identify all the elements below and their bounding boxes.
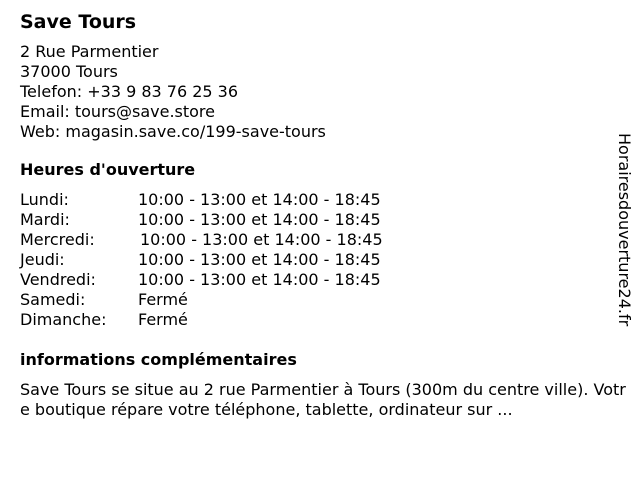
time-range: Fermé: [138, 290, 188, 309]
day-label: Vendredi:: [20, 270, 96, 289]
opening-hours-title: Heures d'ouverture: [20, 160, 196, 179]
day-label: Mercredi:: [20, 230, 95, 249]
store-details: [20, 10, 626, 420]
additional-info-text: Save Tours se situe au 2 rue Parmentier à Tours (300m du centre ville). Votre boutique répare votre téléphone, tablette, ordinateur sur ...: [20, 380, 626, 419]
additional-info-title: informations complémentaires: [20, 350, 297, 369]
phone-number: Telefon: +33 9 83 76 25 36: [20, 82, 239, 101]
time-range: 10:00 - 13:00 et 14:00 - 18:45: [138, 270, 381, 289]
day-label: Mardi:: [20, 210, 70, 229]
source-watermark: Horairesdouverture24.fr: [615, 133, 634, 327]
time-range: 10:00 - 13:00 et 14:00 - 18:45: [138, 190, 381, 209]
contact-block: [20, 42, 626, 142]
time-range: 10:00 - 13:00 et 14:00 - 18:45: [138, 250, 381, 269]
hours-row-monday: [20, 190, 626, 210]
day-label: Dimanche:: [20, 310, 107, 329]
time-range: Fermé: [138, 310, 188, 329]
opening-hours-table: [20, 190, 626, 330]
time-range: 10:00 - 13:00 et 14:00 - 18:45: [138, 210, 381, 229]
street-address: 2 Rue Parmentier: [20, 42, 159, 61]
hours-row-friday: [20, 270, 626, 290]
day-label: Jeudi:: [20, 250, 65, 269]
hours-row-wednesday: [20, 230, 626, 250]
day-label: Samedi:: [20, 290, 86, 309]
hours-row-thursday: [20, 250, 626, 270]
postal-city: 37000 Tours: [20, 62, 118, 81]
day-label: Lundi:: [20, 190, 69, 209]
hours-row-sunday: [20, 310, 626, 330]
store-name: Save Tours: [20, 11, 137, 33]
email-address: Email: tours@save.store: [20, 102, 215, 121]
hours-row-tuesday: [20, 210, 626, 230]
time-range: 10:00 - 13:00 et 14:00 - 18:45: [140, 230, 383, 249]
website-address: Web: magasin.save.co/199-save-tours: [20, 122, 326, 141]
hours-row-saturday: [20, 290, 626, 310]
